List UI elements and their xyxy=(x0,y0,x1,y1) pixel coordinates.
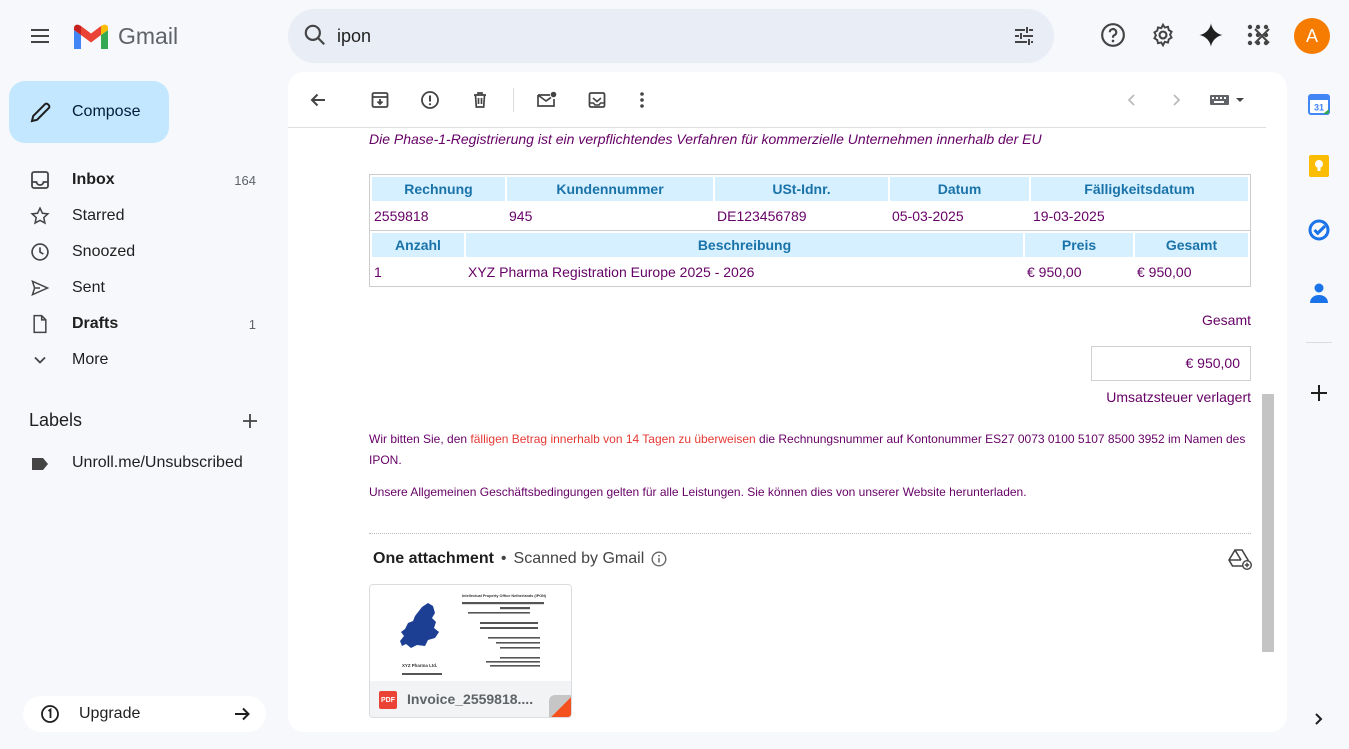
attachment-footer xyxy=(370,681,572,718)
page-curl-icon xyxy=(529,681,572,718)
search-input[interactable] xyxy=(337,21,937,51)
bullet-separator: • xyxy=(500,550,507,567)
gmail-m-icon xyxy=(72,22,110,50)
cell-beschreibung: XYZ Pharma Registration Europe 2025 - 2026 xyxy=(468,263,755,280)
compose-button[interactable] xyxy=(9,81,169,143)
attachments-divider xyxy=(369,533,1251,534)
keep-icon[interactable] xyxy=(1306,153,1332,179)
report-spam-icon[interactable] xyxy=(418,88,442,112)
sidebar-item-drafts[interactable] xyxy=(0,306,280,342)
label-name: Unroll.me/Unsubscribed xyxy=(72,454,243,471)
svg-text:31: 31 xyxy=(1313,102,1325,113)
upgrade-button[interactable] xyxy=(23,696,266,732)
terms-text: Unsere Allgemeinen Geschäftsbedingungen gelten für alle Leistungen. Sie können dies von unserer Website herunterladen. xyxy=(369,485,1027,499)
labels-heading: Labels xyxy=(29,410,83,430)
col-kundennummer: Kundennummer xyxy=(507,177,713,201)
table-row xyxy=(372,203,1248,228)
cell-gesamt: € 950,00 xyxy=(1137,263,1192,280)
sidebar-item-label: Starred xyxy=(72,207,125,224)
chevron-down-icon xyxy=(30,350,50,370)
arrow-right-icon xyxy=(232,704,252,724)
send-icon xyxy=(30,278,50,298)
add-label-icon[interactable] xyxy=(240,411,260,431)
invoice-items-table xyxy=(369,230,1251,287)
col-ust-idnr: USt-Idnr. xyxy=(715,177,888,201)
gemini-sparkle-icon[interactable] xyxy=(1196,20,1226,50)
account-avatar[interactable]: A xyxy=(1294,18,1330,54)
sidebar-item-label: Drafts xyxy=(72,315,119,332)
main-menu-button[interactable] xyxy=(24,20,56,52)
sidebar-item-more[interactable] xyxy=(0,342,280,378)
payment-text-end: die Rechnungsnummer auf Kontonummer ES27 0073 0100 5107 8500 3952 im Namen des IPON. xyxy=(369,432,1246,467)
payment-deadline-highlight: fälligen Betrag innerhalb von 14 Tagen zu überweisen xyxy=(470,432,756,446)
col-rechnung: Rechnung xyxy=(372,177,505,201)
more-options-icon[interactable] xyxy=(630,88,654,112)
payment-instructions xyxy=(369,429,1249,471)
sidebar-label-unroll-me[interactable] xyxy=(0,446,280,482)
cell-ust-idnr: DE123456789 xyxy=(717,207,807,224)
star-icon xyxy=(30,206,50,226)
upgrade-icon xyxy=(40,704,60,724)
apps-grid-icon[interactable] xyxy=(1243,20,1273,50)
rail-divider xyxy=(1306,342,1332,343)
draft-icon xyxy=(30,314,50,334)
inbox-icon xyxy=(30,170,50,190)
move-to-icon[interactable] xyxy=(585,88,609,112)
table-header-row xyxy=(372,233,1248,257)
label-tag-icon xyxy=(30,456,50,472)
clock-icon xyxy=(30,242,50,262)
total-label: Gesamt xyxy=(1201,312,1251,328)
cell-datum: 05-03-2025 xyxy=(892,207,964,224)
input-tools-keyboard-icon[interactable] xyxy=(1208,88,1248,112)
sidebar-item-sent[interactable] xyxy=(0,270,280,306)
attachment-thumbnail xyxy=(370,585,572,681)
message-toolbar xyxy=(288,72,1287,128)
app-name: Gmail xyxy=(118,22,179,49)
trash-icon[interactable] xyxy=(468,88,492,112)
table-header-row xyxy=(372,177,1248,201)
sidebar-item-starred[interactable] xyxy=(0,198,280,234)
thumb-org-text: Intellectual Property Office Netherlands (IPON) xyxy=(462,594,547,598)
pdf-file-icon: PDF xyxy=(379,691,397,709)
hamburger-icon xyxy=(28,24,52,48)
older-chevron-right-icon[interactable] xyxy=(1164,88,1188,112)
pdf-preview-image xyxy=(370,585,572,681)
calendar-icon[interactable] xyxy=(1306,91,1332,117)
attachments-title: One attachment xyxy=(373,550,494,567)
table-row xyxy=(372,259,1248,284)
help-icon[interactable] xyxy=(1098,20,1128,50)
sidebar-item-label: Sent xyxy=(72,279,105,296)
col-preis: Preis xyxy=(1025,233,1133,257)
pencil-icon xyxy=(29,100,53,124)
gmail-logo[interactable] xyxy=(72,22,178,50)
expand-side-panel-chevron-icon[interactable] xyxy=(1306,706,1332,732)
invoice-header-table xyxy=(369,174,1251,231)
info-icon[interactable] xyxy=(651,551,667,567)
scanned-by-gmail-text: Scanned by Gmail xyxy=(513,550,645,567)
total-amount: € 950,00 xyxy=(1091,346,1251,381)
cell-anzahl: 1 xyxy=(374,263,382,280)
sidebar-item-label: Snoozed xyxy=(72,243,136,260)
add-to-drive-icon[interactable] xyxy=(1228,548,1252,570)
attachment-card[interactable] xyxy=(369,584,572,718)
attachments-header xyxy=(373,550,667,568)
upgrade-label: Upgrade xyxy=(79,705,141,722)
draft-count: 1 xyxy=(248,316,256,332)
sidebar-item-label: More xyxy=(72,351,109,368)
message-panel xyxy=(288,72,1287,732)
message-body xyxy=(288,128,1287,732)
col-gesamt: Gesamt xyxy=(1135,233,1248,257)
unread-count: 164 xyxy=(234,172,256,188)
archive-icon[interactable] xyxy=(368,88,392,112)
cell-faelligkeitsdatum: 19-03-2025 xyxy=(1033,207,1105,224)
search-icon[interactable] xyxy=(302,22,328,48)
sidebar-nav xyxy=(0,162,280,378)
sidebar-item-inbox[interactable] xyxy=(0,162,280,198)
search-bar[interactable] xyxy=(288,9,1054,63)
cell-kundennummer: 945 xyxy=(509,207,533,224)
col-datum: Datum xyxy=(890,177,1029,201)
cell-rechnung: 2559818 xyxy=(374,207,429,224)
mark-unread-icon[interactable] xyxy=(535,88,559,112)
tasks-icon[interactable] xyxy=(1306,217,1332,243)
search-options-icon[interactable] xyxy=(1012,24,1036,48)
message-scrollbar[interactable] xyxy=(1262,394,1274,652)
cell-preis: € 950,00 xyxy=(1027,263,1082,280)
col-faelligkeitsdatum: Fälligkeitsdatum xyxy=(1031,177,1248,201)
col-anzahl: Anzahl xyxy=(372,233,464,257)
thumb-recipient-text: XYZ Pharma Ltd. xyxy=(402,663,438,668)
payment-text-start: Wir bitten Sie, den xyxy=(369,432,471,446)
settings-gear-icon[interactable] xyxy=(1148,20,1178,50)
newer-chevron-left-icon[interactable] xyxy=(1120,88,1144,112)
contacts-icon[interactable] xyxy=(1306,280,1332,306)
email-intro-text: Die Phase-1-Registrierung ist ein verpflichtendes Verfahren für kommerzielle Unternehmen innerhalb der EU xyxy=(369,131,1042,147)
compose-label: Compose xyxy=(72,103,141,120)
back-arrow-icon[interactable] xyxy=(306,88,330,112)
sidebar-item-snoozed[interactable] xyxy=(0,234,280,270)
attachment-filename: Invoice_2559818.... xyxy=(407,691,534,707)
get-addons-plus-icon[interactable] xyxy=(1306,380,1332,406)
sidebar-item-label: Inbox xyxy=(72,171,115,188)
vat-note: Umsatzsteuer verlagert xyxy=(1106,389,1251,405)
col-beschreibung: Beschreibung xyxy=(466,233,1023,257)
toolbar-divider xyxy=(513,88,514,112)
